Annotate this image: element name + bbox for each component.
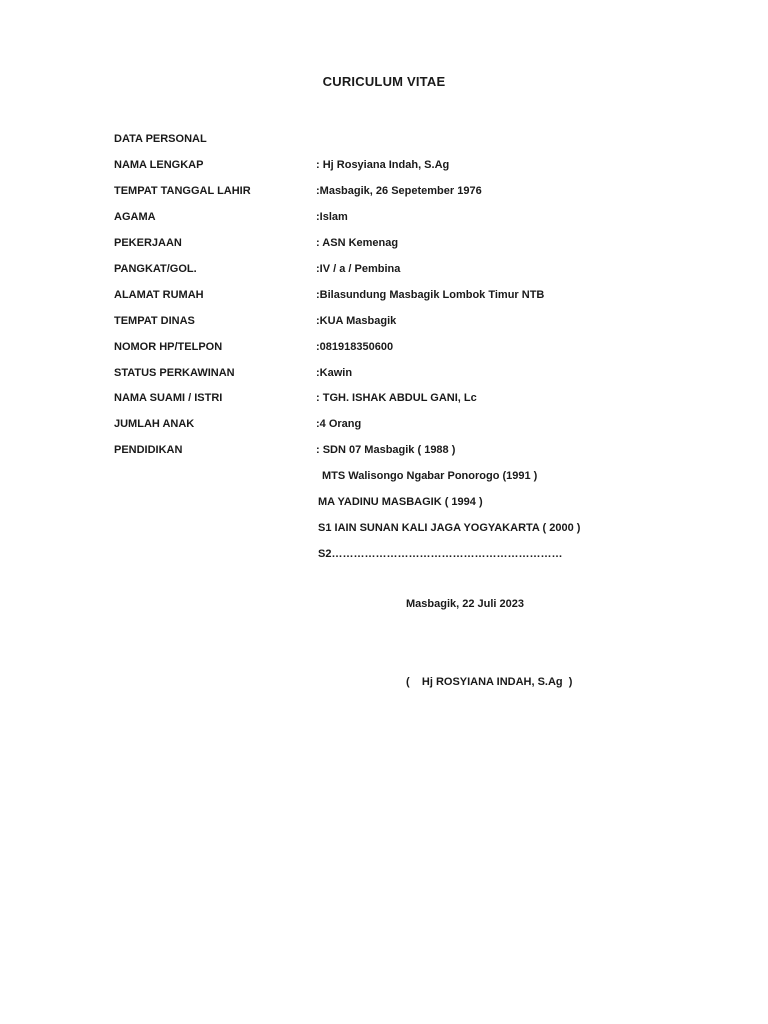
field-value-spouse: : TGH. ISHAK ABDUL GANI, Lc	[316, 392, 477, 404]
field-value-birth: :Masbagik, 26 Sepetember 1976	[316, 185, 482, 197]
field-value-occupation: : ASN Kemenag	[316, 237, 399, 249]
field-label-education: PENDIDIKAN	[114, 444, 183, 456]
education-item: S2………………………………………………………	[318, 548, 563, 560]
field-value-home-address: :Bilasundung Masbagik Lombok Timur NTB	[316, 289, 545, 301]
field-value-children: :4 Orang	[316, 418, 362, 430]
education-item: MA YADINU MASBAGIK ( 1994 )	[318, 496, 483, 508]
field-label-rank: PANGKAT/GOL.	[114, 263, 197, 275]
field-value-education: : SDN 07 Masbagik ( 1988 )	[316, 444, 456, 456]
field-label-birth: TEMPAT TANGGAL LAHIR	[114, 185, 251, 197]
field-value-marital-status: :Kawin	[316, 367, 353, 379]
signature-name: ( Hj ROSYIANA INDAH, S.Ag )	[406, 676, 573, 688]
field-label-full-name: NAMA LENGKAP	[114, 159, 204, 171]
field-label-phone: NOMOR HP/TELPON	[114, 341, 223, 353]
field-label-children: JUMLAH ANAK	[114, 418, 195, 430]
field-label-spouse: NAMA SUAMI / ISTRI	[114, 392, 223, 404]
field-value-full-name: : Hj Rosyiana Indah, S.Ag	[316, 159, 450, 171]
field-label-home-address: ALAMAT RUMAH	[114, 289, 204, 301]
field-label-workplace: TEMPAT DINAS	[114, 315, 195, 327]
field-label-marital-status: STATUS PERKAWINAN	[114, 367, 235, 379]
section-heading: DATA PERSONAL	[114, 133, 207, 145]
education-item: S1 IAIN SUNAN KALI JAGA YOGYAKARTA ( 2000 )	[318, 522, 581, 534]
field-value-workplace: :KUA Masbagik	[316, 315, 397, 327]
education-item: MTS Walisongo Ngabar Ponorogo (1991 )	[322, 470, 538, 482]
field-value-rank: :IV / a / Pembina	[316, 263, 401, 275]
document-title: CURICULUM VITAE	[322, 74, 446, 89]
field-label-occupation: PEKERJAAN	[114, 237, 182, 249]
field-value-phone: :081918350600	[316, 341, 394, 353]
field-value-religion: :Islam	[316, 211, 348, 223]
place-date: Masbagik, 22 Juli 2023	[406, 598, 525, 610]
field-label-religion: AGAMA	[114, 211, 156, 223]
